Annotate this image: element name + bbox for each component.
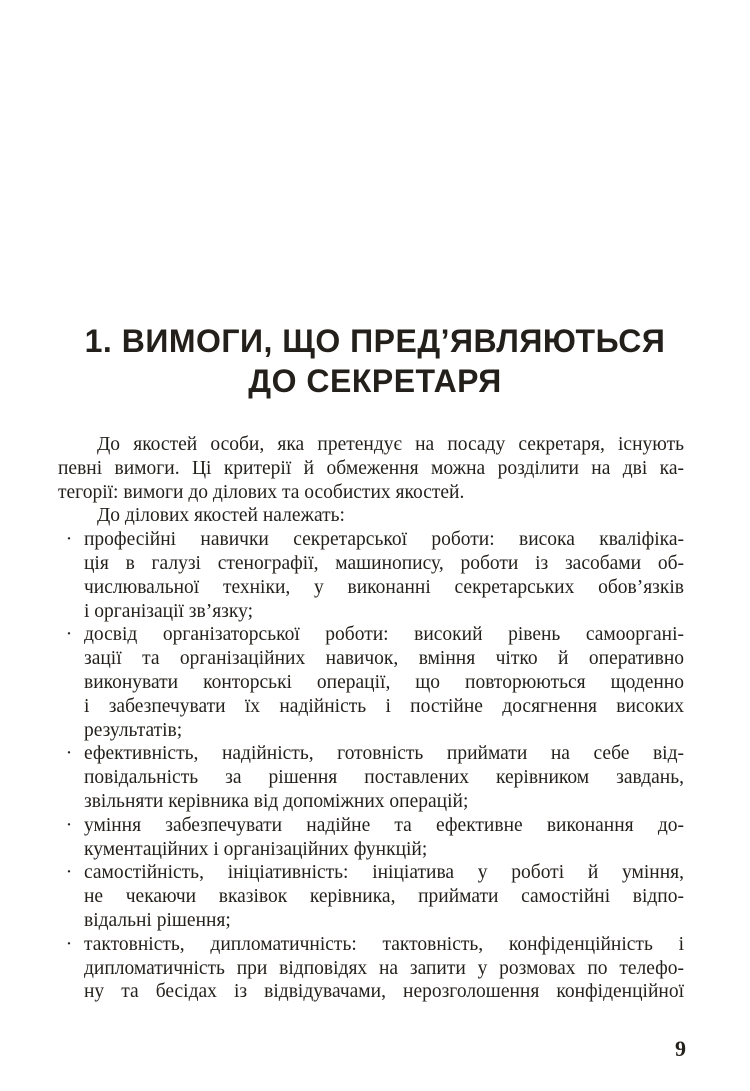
chapter-title	[60, 321, 690, 401]
list-item-line: виконувати конторські операції, що повторюються щоденно	[84, 671, 684, 693]
list-item-line: ція в галузі стенографії, машинопису, роботи із засобами об-	[84, 552, 684, 574]
list-item-line: уміння забезпечувати надійне та ефективне виконання до-	[84, 814, 684, 836]
page-number: 9	[675, 1036, 686, 1061]
list-item-line: тактовність, дипломатичність: тактовність, конфіденційність і	[84, 933, 684, 955]
list-item-line: професійні навички секретарської роботи: висока кваліфіка-	[84, 529, 684, 551]
list-item	[58, 742, 684, 813]
list-item-line: звільняти керівника від допоміжних операцій;	[84, 790, 469, 812]
list-item-line: досвід організаторської роботи: високий рівень самооргані-	[84, 624, 684, 646]
intro-line: До якостей особи, яка претендує на посаду секретаря, існують	[97, 434, 684, 455]
list-item	[58, 623, 684, 742]
intro-paragraph	[58, 433, 684, 504]
list-item-line: зації та організаційних навичок, вміння чітко й оперативно	[84, 648, 684, 670]
business-qualities-list	[58, 528, 684, 1004]
list-item-line: і забезпечувати їх надійність і постійне досягнення високих	[84, 695, 684, 717]
list-item-line: відальні рішення;	[84, 909, 231, 931]
list-item-line: повідальність за рішення поставлених керівником завдань,	[84, 767, 684, 789]
list-item-line: дипломатичність при відповідях на запити у розмовах по телефо-	[84, 957, 684, 979]
list-item-line: результатів;	[84, 719, 183, 741]
chapter-title-line-2: ДО СЕКРЕТАРЯ	[248, 363, 502, 400]
lead-paragraph	[58, 504, 684, 528]
list-item-line: числювальної техніки, у виконанні секретарських обов’язків	[84, 576, 684, 598]
list-item-line: ефективність, надійність, готовність приймати на себе від-	[84, 743, 684, 765]
bullet-marker: ·	[65, 529, 73, 551]
bullet-marker: ·	[65, 862, 73, 884]
list-item-line: не чекаючи вказівок керівника, приймати самостійні відпо-	[84, 886, 684, 908]
intro-line: певні вимоги. Ці критерії й обмеження можна розділити на дві ка-	[58, 457, 684, 479]
body-text	[58, 433, 684, 1004]
list-item-line: кументаційних і організаційних функцій;	[84, 838, 428, 860]
list-item-line: ну та бесідах із відвідувачами, нерозголошення конфіденційної	[84, 981, 684, 1003]
bullet-marker: ·	[65, 743, 73, 765]
list-item	[58, 861, 684, 932]
lead-line: До ділових якостей належать:	[97, 505, 345, 527]
bullet-marker: ·	[65, 933, 73, 955]
chapter-title-line-1: 1. ВИМОГИ, ЩО ПРЕД’ЯВЛЯЮТЬСЯ	[84, 323, 666, 360]
bullet-marker: ·	[65, 814, 73, 836]
list-item	[58, 528, 684, 623]
list-item-line: самостійність, ініціативність: ініціатива у роботі й уміння,	[84, 862, 684, 884]
intro-line: тегорії: вимоги до ділових та особистих якостей.	[58, 481, 465, 503]
list-item	[58, 933, 684, 1004]
list-item-line: і організації зв’язку;	[84, 600, 253, 622]
list-item	[58, 814, 684, 862]
bullet-marker: ·	[65, 624, 73, 646]
